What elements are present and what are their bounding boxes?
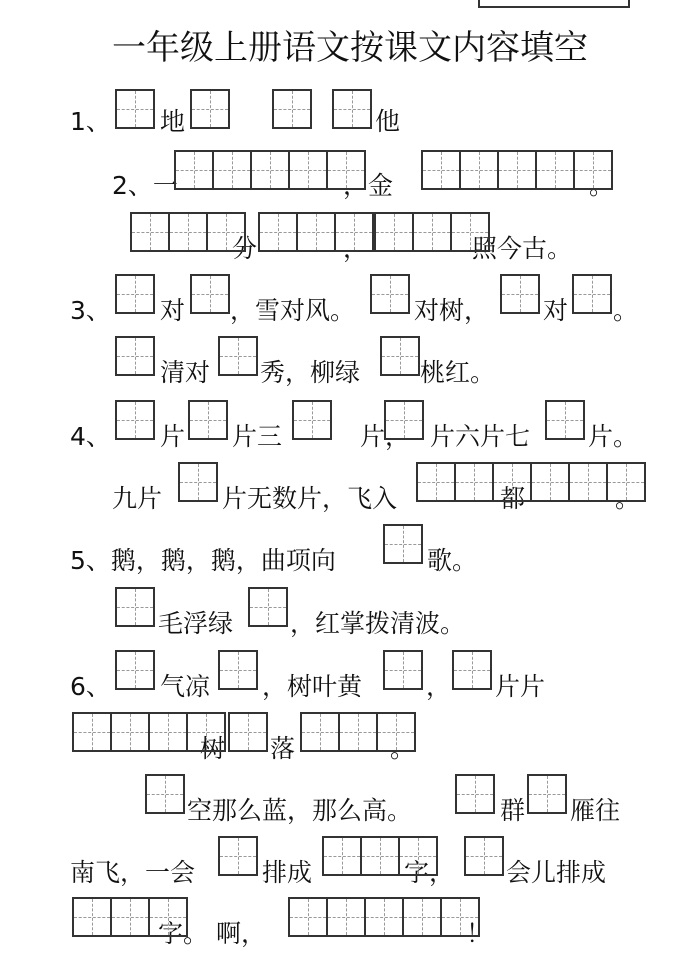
blank-box-group [455, 774, 495, 814]
blank-box-group [115, 336, 155, 376]
tian-grid-cell[interactable] [500, 274, 540, 314]
text-fragment: 片 [160, 422, 186, 451]
tian-grid-cell[interactable] [110, 712, 150, 752]
blank-box-group [115, 400, 155, 440]
tian-grid-cell[interactable] [190, 89, 230, 129]
blank-box-group [500, 274, 540, 314]
tian-grid-cell[interactable] [360, 836, 400, 876]
tian-grid-cell[interactable] [573, 150, 613, 190]
page-title: 一年级上册语文按课文内容填空 [112, 28, 588, 68]
tian-grid-cell[interactable] [72, 712, 112, 752]
blank-box-group [188, 400, 228, 440]
text-fragment: 会儿排成 [506, 858, 607, 887]
tian-grid-cell[interactable] [527, 774, 567, 814]
tian-grid-cell[interactable] [334, 212, 374, 252]
blank-box-group [421, 150, 613, 190]
tian-grid-cell[interactable] [332, 89, 372, 129]
blank-box-group [572, 274, 612, 314]
text-fragment: 4、 [70, 422, 111, 451]
text-fragment: ，红掌拨清波。 [290, 609, 466, 638]
text-fragment: 片。 [588, 422, 639, 451]
blank-box-group [174, 150, 366, 190]
tian-grid-cell[interactable] [115, 400, 155, 440]
tian-grid-cell[interactable] [188, 400, 228, 440]
blank-box-group [370, 274, 410, 314]
tian-grid-cell[interactable] [115, 274, 155, 314]
tian-grid-cell[interactable] [402, 897, 442, 937]
tian-grid-cell[interactable] [148, 712, 188, 752]
blank-box-group [115, 587, 155, 627]
tian-grid-cell[interactable] [296, 212, 336, 252]
blank-box-group [464, 836, 504, 876]
tian-grid-cell[interactable] [535, 150, 575, 190]
blank-box-group [545, 400, 585, 440]
tian-grid-cell[interactable] [452, 650, 492, 690]
tian-grid-cell[interactable] [115, 89, 155, 129]
blank-box-group [115, 650, 155, 690]
tian-grid-cell[interactable] [300, 712, 340, 752]
text-fragment: 5、鹅，鹅，鹅，曲项向 [70, 546, 336, 575]
tian-grid-cell[interactable] [416, 462, 456, 502]
text-fragment: 2、一 [112, 171, 178, 200]
blank-box-group [288, 897, 480, 937]
tian-grid-cell[interactable] [292, 400, 332, 440]
text-fragment: 照今古。 [472, 234, 573, 263]
text-fragment: 对 [160, 296, 186, 325]
text-fragment: 排成 [262, 858, 313, 887]
blank-box-group [115, 89, 155, 129]
tian-grid-cell[interactable] [148, 897, 188, 937]
text-fragment: ！ [466, 919, 492, 948]
text-fragment: 清对 [160, 358, 211, 387]
tian-grid-cell[interactable] [115, 650, 155, 690]
blank-box-group [218, 650, 258, 690]
blank-box-group [228, 712, 268, 752]
blank-box-group [383, 650, 423, 690]
text-fragment: 桃红。 [420, 358, 496, 387]
blank-box-group [72, 897, 188, 937]
blank-box-group [383, 524, 423, 564]
tian-grid-cell[interactable] [326, 150, 366, 190]
tian-grid-cell[interactable] [218, 650, 258, 690]
blank-box-group [322, 836, 438, 876]
text-fragment: 片六片七 [430, 422, 531, 451]
text-fragment: 都 [500, 484, 526, 513]
tian-grid-cell[interactable] [374, 212, 414, 252]
tian-grid-cell[interactable] [459, 150, 499, 190]
blank-box-group [190, 89, 230, 129]
tian-grid-cell[interactable] [454, 462, 494, 502]
blank-box-group [452, 650, 492, 690]
tian-grid-cell[interactable] [398, 836, 438, 876]
tian-grid-cell[interactable] [376, 712, 416, 752]
text-fragment: 南飞，一会 [70, 858, 196, 887]
tian-grid-cell[interactable] [450, 212, 490, 252]
text-fragment: 字。 啊， [158, 919, 266, 948]
tian-grid-cell[interactable] [72, 897, 112, 937]
tian-grid-cell[interactable] [145, 774, 185, 814]
tian-grid-cell[interactable] [464, 836, 504, 876]
text-fragment: 树 [200, 734, 226, 763]
tian-grid-cell[interactable] [228, 712, 268, 752]
tian-grid-cell[interactable] [440, 897, 480, 937]
blank-box-group [374, 212, 490, 252]
top-corner-frame [478, 0, 630, 8]
tian-grid-cell[interactable] [383, 650, 423, 690]
text-fragment: 群 [500, 796, 526, 825]
tian-grid-cell[interactable] [421, 150, 461, 190]
text-fragment: 歌。 [427, 546, 478, 575]
text-fragment: 气凉 [160, 672, 211, 701]
text-fragment: 雁往 [570, 796, 621, 825]
tian-grid-cell[interactable] [606, 462, 646, 502]
blank-box-group [72, 712, 226, 752]
text-fragment: 片三 [232, 422, 283, 451]
text-fragment: 毛浮绿 [158, 609, 234, 638]
tian-grid-cell[interactable] [218, 836, 258, 876]
tian-grid-cell[interactable] [384, 400, 424, 440]
tian-grid-cell[interactable] [380, 336, 420, 376]
blank-box-group [178, 462, 218, 502]
tian-grid-cell[interactable] [492, 462, 532, 502]
text-fragment: ，雪对风。 [230, 296, 356, 325]
tian-grid-cell[interactable] [115, 587, 155, 627]
text-fragment: 3、 [70, 296, 111, 325]
tian-grid-cell[interactable] [288, 897, 328, 937]
tian-grid-cell[interactable] [412, 212, 452, 252]
blank-box-group [130, 212, 246, 252]
blank-box-group [530, 462, 646, 502]
text-fragment: 分 [232, 234, 258, 263]
text-fragment: 。 [589, 171, 615, 200]
tian-grid-cell[interactable] [218, 336, 258, 376]
text-fragment: 空那么蓝，那么高。 [187, 796, 413, 825]
tian-grid-cell[interactable] [178, 462, 218, 502]
blank-box-group [332, 89, 372, 129]
tian-grid-cell[interactable] [190, 274, 230, 314]
text-fragment: 九片 [112, 484, 163, 513]
tian-grid-cell[interactable] [212, 150, 252, 190]
text-fragment: ， [426, 672, 452, 701]
tian-grid-cell[interactable] [568, 462, 608, 502]
tian-grid-cell[interactable] [572, 274, 612, 314]
tian-grid-cell[interactable] [322, 836, 362, 876]
text-fragment: 落 [270, 734, 296, 763]
text-fragment: 地 [160, 107, 186, 136]
blank-box-group [384, 400, 424, 440]
tian-grid-cell[interactable] [186, 712, 226, 752]
tian-grid-cell[interactable] [455, 774, 495, 814]
blank-box-group [416, 462, 532, 502]
text-fragment: 秀，柳绿 [260, 358, 361, 387]
text-fragment: 片， [360, 422, 411, 451]
text-fragment: 对 [543, 296, 569, 325]
text-fragment: 他 [375, 107, 401, 136]
text-fragment: 6、 [70, 672, 111, 701]
text-fragment: 。 [615, 484, 641, 513]
blank-box-group [218, 336, 258, 376]
blank-box-group [258, 212, 374, 252]
tian-grid-cell[interactable] [370, 274, 410, 314]
tian-grid-cell[interactable] [364, 897, 404, 937]
text-fragment: 片片 [495, 672, 546, 701]
text-fragment: 片无数片，飞入 [222, 484, 398, 513]
blank-box-group [272, 89, 312, 129]
tian-grid-cell[interactable] [174, 150, 214, 190]
tian-grid-cell[interactable] [383, 524, 423, 564]
tian-grid-cell[interactable] [530, 462, 570, 502]
blank-box-group [380, 336, 420, 376]
text-fragment: 1、 [70, 107, 111, 136]
text-fragment: ，树叶黄 [262, 672, 363, 701]
text-fragment: 。 [390, 734, 416, 763]
blank-box-group [292, 400, 332, 440]
text-fragment: ，金 [343, 171, 394, 200]
blank-box-group [248, 587, 288, 627]
blank-box-group [115, 274, 155, 314]
blank-box-group [190, 274, 230, 314]
blank-box-group [300, 712, 416, 752]
text-fragment: 对树， [414, 296, 490, 325]
tian-grid-cell[interactable] [338, 712, 378, 752]
blank-box-group [527, 774, 567, 814]
tian-grid-cell[interactable] [272, 89, 312, 129]
tian-grid-cell[interactable] [130, 212, 170, 252]
text-fragment: 。 [613, 296, 639, 325]
tian-grid-cell[interactable] [326, 897, 366, 937]
text-fragment: 字， [404, 858, 455, 887]
tian-grid-cell[interactable] [288, 150, 328, 190]
tian-grid-cell[interactable] [110, 897, 150, 937]
tian-grid-cell[interactable] [497, 150, 537, 190]
tian-grid-cell[interactable] [248, 587, 288, 627]
blank-box-group [145, 774, 185, 814]
tian-grid-cell[interactable] [168, 212, 208, 252]
blank-box-group [218, 836, 258, 876]
tian-grid-cell[interactable] [545, 400, 585, 440]
tian-grid-cell[interactable] [115, 336, 155, 376]
tian-grid-cell[interactable] [206, 212, 246, 252]
text-fragment: ， [343, 234, 369, 263]
tian-grid-cell[interactable] [258, 212, 298, 252]
tian-grid-cell[interactable] [250, 150, 290, 190]
